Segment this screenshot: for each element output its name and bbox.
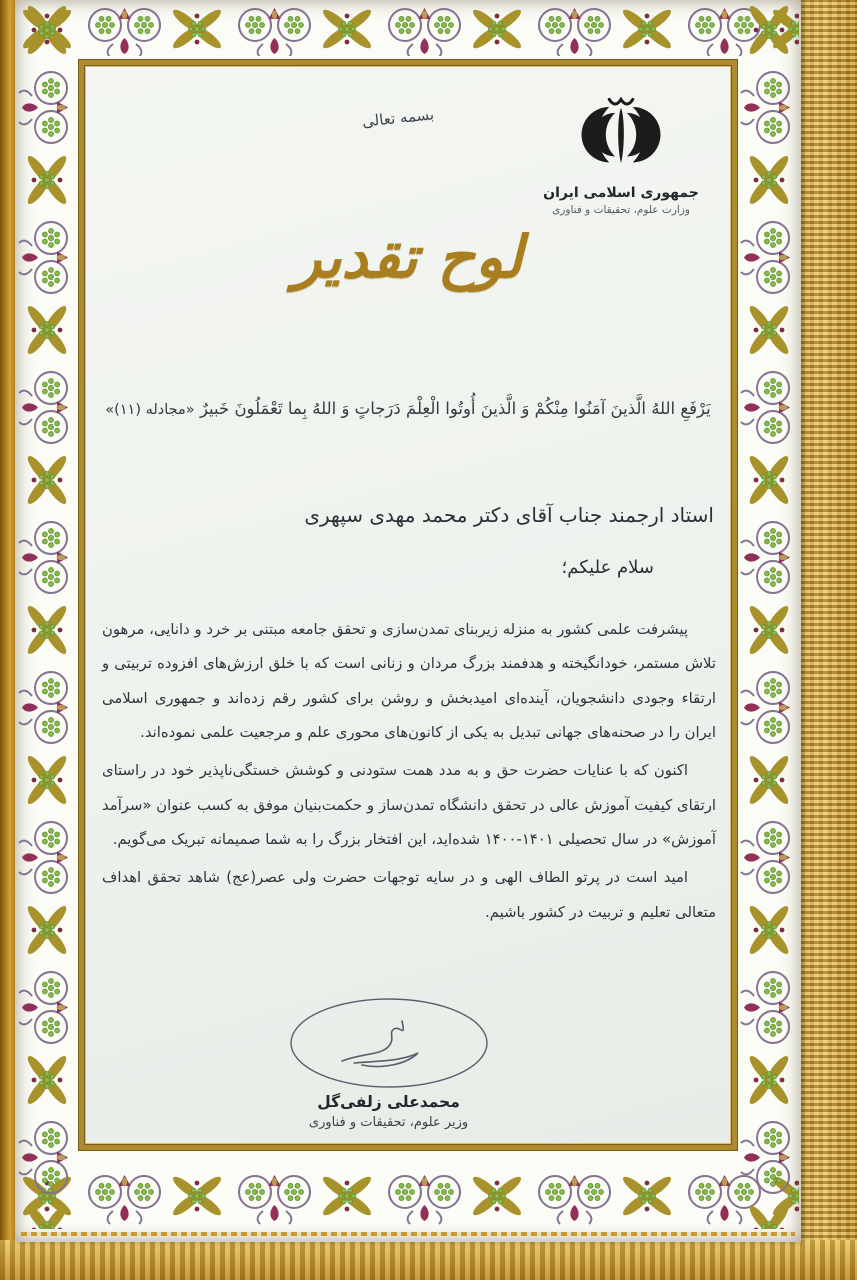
floral-border-left [18, 0, 76, 1229]
floral-border-top [17, 0, 799, 56]
gold-dotted-rule [21, 1232, 795, 1236]
picture-frame-left [0, 0, 15, 1280]
signer-name: محمدعلی زلفی‌گل [317, 1093, 460, 1111]
salutation-line: سلام علیکم؛ [561, 557, 654, 578]
country-name: جمهوری اسلامی ایران [543, 185, 699, 201]
body-paragraph: پیشرفت علمی کشور به منزله زیربنای تمدن‌سازی و تحقق جامعه مبتنی بر خرد و دانایی، مرهون تلاش مستمر، خودانگیخته و هدفمند بزرگ مردان و زنانی است که با خلق ارزش‌های افزوده تربیتی و ارتقاء وجودی دانشجویان، آینده‌ای امیدبخش و روشن برای کشور رقم زده‌اند و جمهوری اسلامی ایران را در صحنه‌های جهانی تبدیل به یکی از کانون‌های محوری علم و مرجعیت علمی نموده‌اند. [102, 621, 716, 741]
body-paragraph: اکنون که با عنایات حضرت حق و به مدد همت ستودنی و کوشش خستگی‌ناپذیر خود در راستای ارتقای کیفیت آموزش عالی در تحقق دانشگاه تمدن‌ساز و حکمت‌بنیان موفق به کسب عنوان «سرآمد آموزش» در سال تحصیلی ۱۴۰۱-۱۴۰۰ شده‌اید، این افتخار بزرگ را به شما صمیمانه تبریک می‌گویم. [102, 762, 716, 848]
ministry-name: وزارت علوم، تحقیقات و فناوری [552, 204, 690, 216]
iran-emblem-icon [579, 87, 663, 179]
inner-gold-frame [79, 60, 737, 1150]
quran-verse [98, 393, 718, 425]
picture-frame-right [801, 0, 857, 1280]
picture-frame-bottom [0, 1240, 857, 1280]
bismillah-text: بسمه تعالی [361, 105, 435, 131]
emblem-block [536, 87, 706, 216]
floral-border-bottom [17, 1167, 799, 1229]
body-text [102, 613, 716, 934]
signature-block [259, 995, 519, 1130]
body-paragraph: امید است در پرتو الطاف الهی و در سایه توجهات حضرت ولی عصر(عج) شاهد تحقق اهداف متعالی تعلیم و تربیت در کشور باشیم. [102, 869, 716, 921]
verse-text: یَرْفَعِ اللهُ الَّذینَ آمَنُوا مِنْکُمْ وَ الَّذینَ أُوتُوا الْعِلْمَ دَرَجاتٍ وَ اللهُ بِما تَعْمَلُونَ خَبیرٌ [199, 399, 711, 418]
signer-role: وزیر علوم، تحقیقات و فناوری [308, 1115, 469, 1130]
verse-citation: «مجادله (۱۱)» [105, 402, 195, 418]
certificate-paper [15, 0, 801, 1242]
certificate-title: لوح تقدیر [293, 223, 523, 291]
certificate-content [84, 65, 732, 1145]
signature-scribble-icon [284, 995, 494, 1095]
floral-border-right [740, 0, 798, 1229]
addressee-line: استاد ارجمند جناب آقای دکتر محمد مهدی سپهری [304, 503, 714, 527]
